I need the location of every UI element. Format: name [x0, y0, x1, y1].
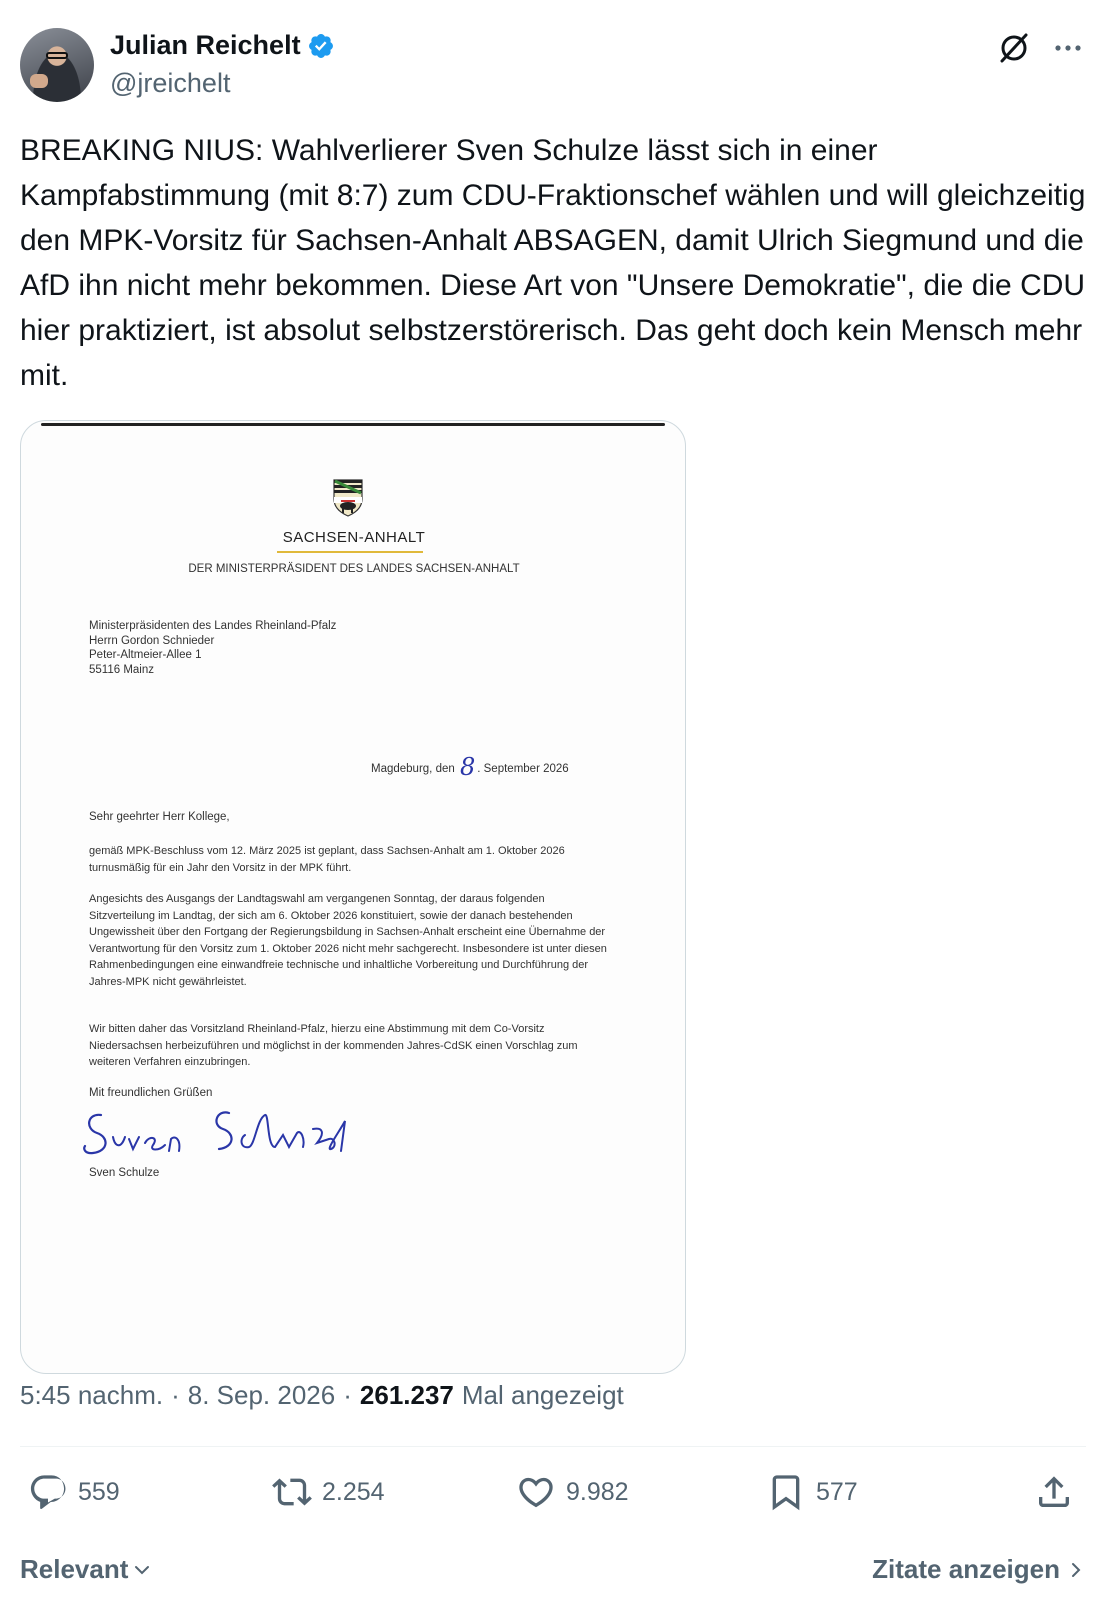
- address-line: Ministerpräsidenten des Landes Rheinland-Pfalz: [89, 620, 337, 632]
- reply-count: 559: [78, 1477, 120, 1506]
- avatar-hand: [30, 74, 48, 88]
- handwritten-signature: [79, 1099, 379, 1169]
- retweet-button[interactable]: [272, 1472, 385, 1512]
- author-name[interactable]: Julian Reichelt: [110, 30, 301, 60]
- quotes-label: Zitate anzeigen: [872, 1554, 1060, 1584]
- address-line: Herrn Gordon Schnieder: [89, 634, 215, 647]
- share-button[interactable]: [1034, 1472, 1074, 1512]
- sort-label: Relevant: [20, 1554, 129, 1584]
- bookmark-button[interactable]: [766, 1472, 858, 1512]
- retweet-count: 2.254: [322, 1477, 385, 1506]
- meta-separator: ·: [171, 1380, 180, 1410]
- bookmark-count: 577: [816, 1477, 858, 1506]
- coat-of-arms-icon: [331, 477, 365, 517]
- tweet-text: BREAKING NIUS: Wahlverlierer Sven Schulze lässt sich in einer Kampfabstimmung (mit 8:7) zum CDU-Fraktionschef wählen und will gleichzeitig den MPK-Vorsitz für Sachsen-Anhalt ABSAGEN, damit Ulrich Siegmund und die AfD ihn nicht mehr bekommen. Diese Art von "Unsere Demokratie", die die CDU hier praktiziert, ist absolut selbstzerstörerisch. Das geht doch kein Mensch mehr mit.: [20, 134, 1094, 392]
- state-accent-line: [277, 551, 423, 553]
- address-line: 55116 Mainz: [89, 663, 154, 676]
- author-avatar[interactable]: [20, 28, 94, 102]
- meta-separator: ·: [343, 1380, 352, 1410]
- chevron-down-icon: [132, 1560, 152, 1580]
- more-icon[interactable]: [1050, 30, 1086, 66]
- action-bar: [20, 1468, 1086, 1518]
- date-prefix: Magdeburg, den: [371, 763, 455, 775]
- author-name-row[interactable]: [110, 30, 335, 61]
- views-count: 261.237: [359, 1380, 454, 1410]
- tweet-meta: [20, 1380, 624, 1411]
- state-name: SACHSEN-ANHALT: [282, 529, 426, 546]
- view-quotes-link[interactable]: [872, 1554, 1086, 1585]
- date-day-handwritten: 8: [459, 753, 476, 781]
- tweet-time[interactable]: 5:45 nachm.: [20, 1380, 164, 1410]
- tweet-media-image[interactable]: [20, 420, 686, 1374]
- verified-badge-icon: [307, 32, 335, 60]
- share-icon: [1034, 1472, 1074, 1512]
- like-count: 9.982: [566, 1477, 629, 1506]
- replies-footer: [20, 1554, 1086, 1594]
- salutation: Sehr geehrter Herr Kollege,: [89, 811, 230, 823]
- letter-paragraph-1: gemäß MPK-Beschluss vom 12. März 2025 ist geplant, dass Sachsen-Anhalt am 1. Oktober 2026 turnusmäßig für ein Jahr den Vorsitz in der MPK führt.: [89, 845, 565, 874]
- sender-title: DER MINISTERPRÄSIDENT DES LANDES SACHSEN-ANHALT: [188, 563, 520, 575]
- like-button[interactable]: [516, 1472, 629, 1512]
- grok-icon[interactable]: [996, 30, 1032, 66]
- heart-icon: [516, 1472, 556, 1512]
- views-label: Mal angezeigt: [461, 1380, 624, 1410]
- bookmark-icon: [766, 1472, 806, 1512]
- retweet-icon: [272, 1472, 312, 1512]
- sort-dropdown[interactable]: [20, 1554, 152, 1585]
- date-suffix: . September 2026: [477, 763, 569, 775]
- avatar-glasses: [46, 52, 68, 59]
- letter-paragraph-3: Wir bitten daher das Vorsitzland Rheinland-Pfalz, hierzu eine Abstimmung mit dem Co-Vorsitz Niedersachsen herbeizuführen und möglichst in der kommenden Jahres-CdSK einen Vorschlag zum weiteren Verfahren einzubringen.: [89, 1023, 578, 1068]
- letter-document: [21, 421, 686, 1374]
- recipient-address: [89, 619, 336, 677]
- letter-paragraph-2: Angesichts des Ausgangs der Landtagswahl am vergangenen Sonntag, der daraus folgenden Sitzverteilung im Landtag, der sich am 6. Oktober 2026 konstituiert, sowie der danach bestehenden Ungewissheit über den Fortgang der Regierungsbildung in Sachsen-Anhalt erscheint eine Übernahme der Verantwortung für den Vorsitz zum 1. Oktober 2026 nicht mehr sachgerecht. Insbesondere ist unter diesen Rahmenbedingungen eine einwandfreie technische und inhaltliche Vorbereitung und Durchführung der Jahres-MPK nicht gewährleistet.: [89, 893, 607, 988]
- author-handle[interactable]: @jreichelt: [110, 68, 231, 98]
- letter-date: [371, 753, 569, 781]
- signer-name: Sven Schulze: [89, 1167, 160, 1179]
- closing: Mit freundlichen Grüßen: [89, 1087, 213, 1099]
- divider: [20, 1446, 1086, 1447]
- chevron-right-icon: [1066, 1560, 1086, 1580]
- address-line: Peter-Altmeier-Allee 1: [89, 649, 202, 661]
- reply-button[interactable]: [28, 1472, 120, 1512]
- tweet-date[interactable]: 8. Sep. 2026: [187, 1380, 336, 1410]
- reply-icon: [28, 1472, 68, 1512]
